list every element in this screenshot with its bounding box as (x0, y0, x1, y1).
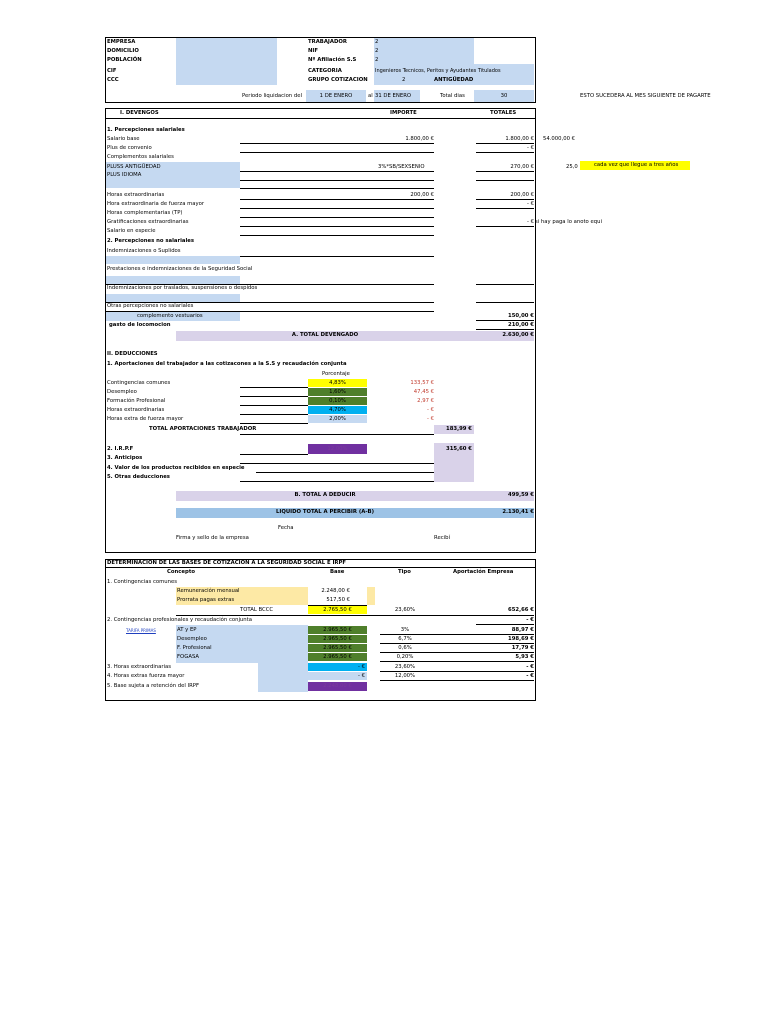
gratif-tline (476, 226, 534, 227)
cp-row-label: FOGASA (177, 654, 200, 660)
horas-fm-line (380, 680, 534, 681)
plus-idioma-label: PLUS IDIOMA (107, 172, 142, 178)
ded-row-label: Contingencias comunes (107, 380, 171, 386)
nif-label: NIF (308, 48, 319, 54)
salario-especie-line (240, 235, 434, 236)
total-deducir-value: 499,59 € (508, 492, 534, 498)
cp-row-ap: 5,93 € (515, 654, 534, 660)
cp-row-base: 2.965,50 € (323, 627, 352, 633)
totales-header: TOTALES (490, 110, 517, 116)
total-bccc-ap: 652,66 € (508, 607, 534, 613)
prestaciones-tline (476, 284, 534, 285)
ded-row-label: Horas extra de fuerza mayor (107, 416, 184, 422)
otras-deducciones-line (240, 481, 434, 482)
horas-ap: - € (526, 664, 534, 670)
gasto-total: 210,00 € (508, 322, 534, 328)
afiliacion-label: Nº Afiliación S.S (308, 57, 357, 63)
cp-row-label: AT y EP (177, 627, 197, 633)
ded-row-pct: 2,00% (329, 416, 346, 422)
indemn-line (240, 256, 434, 257)
porcentaje-header: Porcentaje (322, 371, 350, 377)
horas-extra-total: 200,00 € (510, 192, 534, 198)
recibi-label: Recibí (434, 535, 450, 541)
cp-ap: - € (526, 617, 534, 623)
total-bccc-line (176, 615, 534, 616)
cp-row-label: Desempleo (177, 636, 207, 642)
total-dias-value: 30 (500, 93, 508, 99)
base-header: Base (330, 569, 345, 575)
prestaciones-field[interactable] (106, 276, 240, 284)
salario-base-tline (476, 143, 534, 144)
ded-row-pct: 4,70% (329, 407, 346, 413)
horas-compl-label: Horas complementarias (TP) (107, 210, 183, 216)
complemento-label: complemento vestuarios (137, 313, 203, 319)
hora-fuerza-line (240, 208, 434, 209)
total-aport-label: TOTAL APORTACIONES TRABAJADOR (149, 426, 257, 432)
cp-row-ap: 17,79 € (511, 645, 534, 651)
irpf-pct: 12,00% (327, 446, 348, 452)
cp-row-base: 2.965,50 € (323, 636, 352, 642)
plus-antig-total: 270,00 € (510, 164, 534, 170)
total-bccc-value: 2.765,50 € (323, 607, 352, 613)
gratif-total: - € (527, 219, 534, 225)
cp-row-tipo: 0,6% (398, 645, 412, 651)
aportaciones-title: 1. Aportaciones del trabajador a las cotizacones a la S.S y recaudación conjunta (107, 361, 347, 367)
horas-label: 3. Horas extraordinarias (107, 664, 172, 670)
bccc-side (367, 587, 375, 605)
cp-row-ap: 198,69 € (508, 636, 534, 642)
hora-fuerza-label: Hora extraordinaria de fuerza mayor (107, 201, 205, 207)
cp-row-line (380, 661, 534, 662)
devengos-header-line (106, 118, 535, 119)
cp-row-base: 2.965,50 € (323, 654, 352, 660)
indemn-field[interactable] (106, 256, 240, 264)
total-aport-value: 183,99 € (446, 426, 472, 432)
horas-extra-importe: 200,00 € (410, 192, 434, 198)
tarifa-primas-link[interactable]: TARIFA PRIMAS (126, 628, 156, 633)
empresa-field[interactable] (176, 38, 277, 85)
periodo-al: al (368, 93, 373, 99)
ded-row-val: - € (427, 407, 434, 413)
indemn-traslados-tline (476, 302, 534, 303)
devengos-title: I. DEVENGOS (120, 110, 159, 116)
salario-base-side: 54.000,00 € (543, 136, 576, 142)
plus-idioma-tline (476, 180, 534, 181)
gratif-label: Gratificaciones extraordinarias (107, 219, 189, 225)
cp-row-tipo: 0,20% (396, 654, 414, 660)
importe-header: IMPORTE (390, 110, 417, 116)
periodo-from: 1 DE ENERO (319, 93, 353, 99)
ded-row-label: Formación Profesional (107, 398, 166, 404)
trabajador-label: TRABAJADOR (308, 39, 347, 45)
cp-row-base: 2.965,50 € (323, 645, 352, 651)
plus-idioma-line (240, 180, 434, 181)
complemento-line (106, 311, 434, 312)
irpf-base-value: 2.248,00 € (323, 683, 352, 689)
cp-label: 2. Contingencias profesionales y recaudación conjunta (107, 617, 252, 623)
indemn-traslados-label: Indemnizaciones por traslados, suspensiones o despidos (107, 285, 258, 291)
horas-extra-label: Horas extraordinarias (107, 192, 165, 198)
ded-row-line (240, 414, 308, 415)
indemn-label: Indemnizaciones o Suplidos (107, 248, 181, 254)
plus-convenio-line (240, 152, 434, 153)
percepciones-salariales: 1. Percepciones salariales (107, 127, 185, 133)
cp-row-line (380, 652, 534, 653)
categoria-label: CATEGORIA (308, 68, 342, 74)
horas-fm-label: 4. Horas extras fuerza mayor (107, 673, 185, 679)
salario-base-label: Salario base (107, 136, 140, 142)
ded-row-pct: 4,83% (329, 380, 346, 386)
plus-convenio-label: Plus de convenio (107, 145, 152, 151)
aportacion-header: Aportación Empresa (453, 569, 514, 575)
deducciones-title: II. DEDUCCIONES (107, 351, 158, 357)
periodo-label: Periodo liquidacion del (242, 93, 302, 99)
trabajador-value: 2 (375, 39, 379, 45)
especie-line (256, 472, 434, 473)
domicilio-label: DOMICILIO (107, 48, 139, 54)
total-devengado-value: 2.630,00 € (502, 332, 534, 338)
ded-row-label: Desempleo (107, 389, 137, 395)
periodo-to: 31 DE ENERO (375, 93, 412, 99)
total-deducir-label: B. TOTAL A DEDUCIR (294, 492, 356, 498)
nif-value: 2 (375, 48, 379, 54)
plus-antig-tline (476, 171, 534, 172)
bases-title: DETERMINACION DE LAS BASES DE COTIZACION A LA SEGURIDAD SOCIAL E IRPF (107, 560, 347, 566)
plus-antig-label: PLUSS ANTIGÜEDAD (107, 164, 161, 170)
bases-title-line (106, 567, 535, 568)
percepciones-no-salariales: 2. Percepciones no salariales (107, 238, 195, 244)
ded-row-line (240, 423, 308, 424)
ded-row-label: Horas extraordinarias (107, 407, 165, 413)
horas-compl-line (240, 217, 434, 218)
irpf-line (240, 454, 308, 455)
plus-antig-line (240, 171, 434, 172)
cif-label: CIF (107, 68, 117, 74)
cp-row-tipo: 3% (400, 627, 410, 633)
total-dias-label: Total dias (440, 93, 465, 99)
prorrata-value: 517,50 € (326, 597, 350, 603)
afiliacion-value: 2 (375, 57, 379, 63)
salario-base-importe: 1.800,00 € (405, 136, 434, 142)
hora-fuerza-total: - € (527, 201, 534, 207)
trabajador-field[interactable] (374, 38, 474, 64)
ded-row-line (240, 405, 308, 406)
horas-fm-ap: - € (526, 673, 534, 679)
cp-row-label: F. Profesional (177, 645, 212, 651)
ded-row-line (240, 396, 308, 397)
liquido-label: LIQUIDO TOTAL A PERCIBIR (A-B) (276, 509, 374, 515)
cp-row-ap: 88,97 € (511, 627, 534, 633)
empresa-label: EMPRESA (107, 39, 136, 45)
plus-convenio-total: - € (527, 145, 534, 151)
horas-block-field (258, 663, 308, 692)
horas-fm-tipo: 12,00% (394, 673, 416, 679)
horas-base: - € (358, 664, 365, 670)
tipo-header: Tipo (398, 569, 411, 575)
plus-convenio-tline (476, 152, 534, 153)
rem-mensual-label: Remuneración mensual (177, 588, 240, 594)
antiguedad-label: ANTIGÜEDAD (434, 77, 474, 83)
cp-row-line (380, 634, 534, 635)
horas-fm-base: - € (358, 673, 365, 679)
total-aport-line (240, 434, 434, 435)
total-bccc-tipo: 23,60% (394, 607, 416, 613)
anticipos-line (240, 463, 434, 464)
cp-row-line (380, 643, 534, 644)
ded-row-val: 47,45 € (413, 389, 434, 395)
plus-antig-importe: 3%*SB/SEXSENIO (378, 164, 425, 170)
concepto-header: Concepto (167, 569, 195, 575)
gratif-line (240, 226, 434, 227)
plus-antig-side: 25,0 (566, 164, 578, 170)
especie-label: 4. Valor de los productos recibidos en especie (107, 465, 245, 471)
ccc-label: CCC (107, 77, 119, 83)
poblacion-label: POBLACIÓN (107, 57, 142, 63)
irpf-base-label: 5. Base sujeta a retención del IRPF (107, 683, 200, 689)
firma-label: Firma y sello de la empresa (176, 535, 249, 541)
horas-extra-line (240, 199, 434, 200)
cp-line (476, 624, 534, 625)
prestaciones-label: Prestaciones e indemnizaciones de la Seguridad Social (107, 266, 253, 272)
complementos-label: Complementos salariales (107, 154, 174, 160)
gratif-note: si hay paga lo anoto equi (535, 219, 602, 225)
salario-base-total: 1.800,00 € (505, 136, 534, 142)
grupo-label: GRUPO COTIZACION (308, 77, 368, 83)
irpf-label: 2. I.R.P.F (107, 446, 134, 452)
note-right: ESTO SUCEDERA AL MES SIGUIENTE DE PAGARTE (580, 93, 711, 99)
fecha-label: Fecha (278, 525, 294, 531)
complemento-tline (476, 320, 534, 321)
anticipos-label: 3. Anticipos (107, 455, 143, 461)
otras-deducciones-label: 5. Otras deducciones (107, 474, 170, 480)
rem-mensual-value: 2.248,00 € (321, 588, 350, 594)
horas-line (380, 671, 534, 672)
liquido-value: 2.130,41 € (502, 509, 534, 515)
salario-base-line (240, 143, 434, 144)
ded-row-val: 133,57 € (410, 380, 434, 386)
cc-label: 1. Contingencias comunes (107, 579, 178, 585)
hora-fuerza-tline (476, 208, 534, 209)
cp-row-tipo: 6,7% (398, 636, 412, 642)
total-devengado-label: A. TOTAL DEVENGADO (291, 332, 359, 338)
prorrata-label: Prorrata pagas extras (177, 597, 235, 603)
plus-antig-note: cada vez que llegue a tres años (594, 162, 679, 168)
ded-row-pct: 0,10% (329, 398, 346, 404)
salario-especie-label: Salario en especie (107, 228, 156, 234)
ded-row-val: - € (427, 416, 434, 422)
gasto-tline (476, 329, 534, 330)
grupo-value: 2 (402, 77, 406, 83)
indemn-traslados-field[interactable] (106, 294, 240, 302)
horas-extra-tline (476, 199, 534, 200)
otras-label: Otras percepciones no salariales (107, 303, 194, 309)
gasto-label: gasto de locomocion (109, 322, 171, 328)
ded-row-line (240, 387, 308, 388)
total-bccc-label: TOTAL BCCC (240, 607, 274, 613)
complemento-total: 150,00 € (508, 313, 534, 319)
horas-tipo: 23,60% (394, 664, 416, 670)
ded-row-val: 2,97 € (417, 398, 434, 404)
ded-row-pct: 1,60% (329, 389, 346, 395)
blank-line-1 (240, 188, 434, 189)
categoria-value: Ingenieros Tecnicos, Peritos y Ayudantes Titulados (375, 68, 501, 74)
irpf-value: 315,60 € (446, 446, 472, 452)
